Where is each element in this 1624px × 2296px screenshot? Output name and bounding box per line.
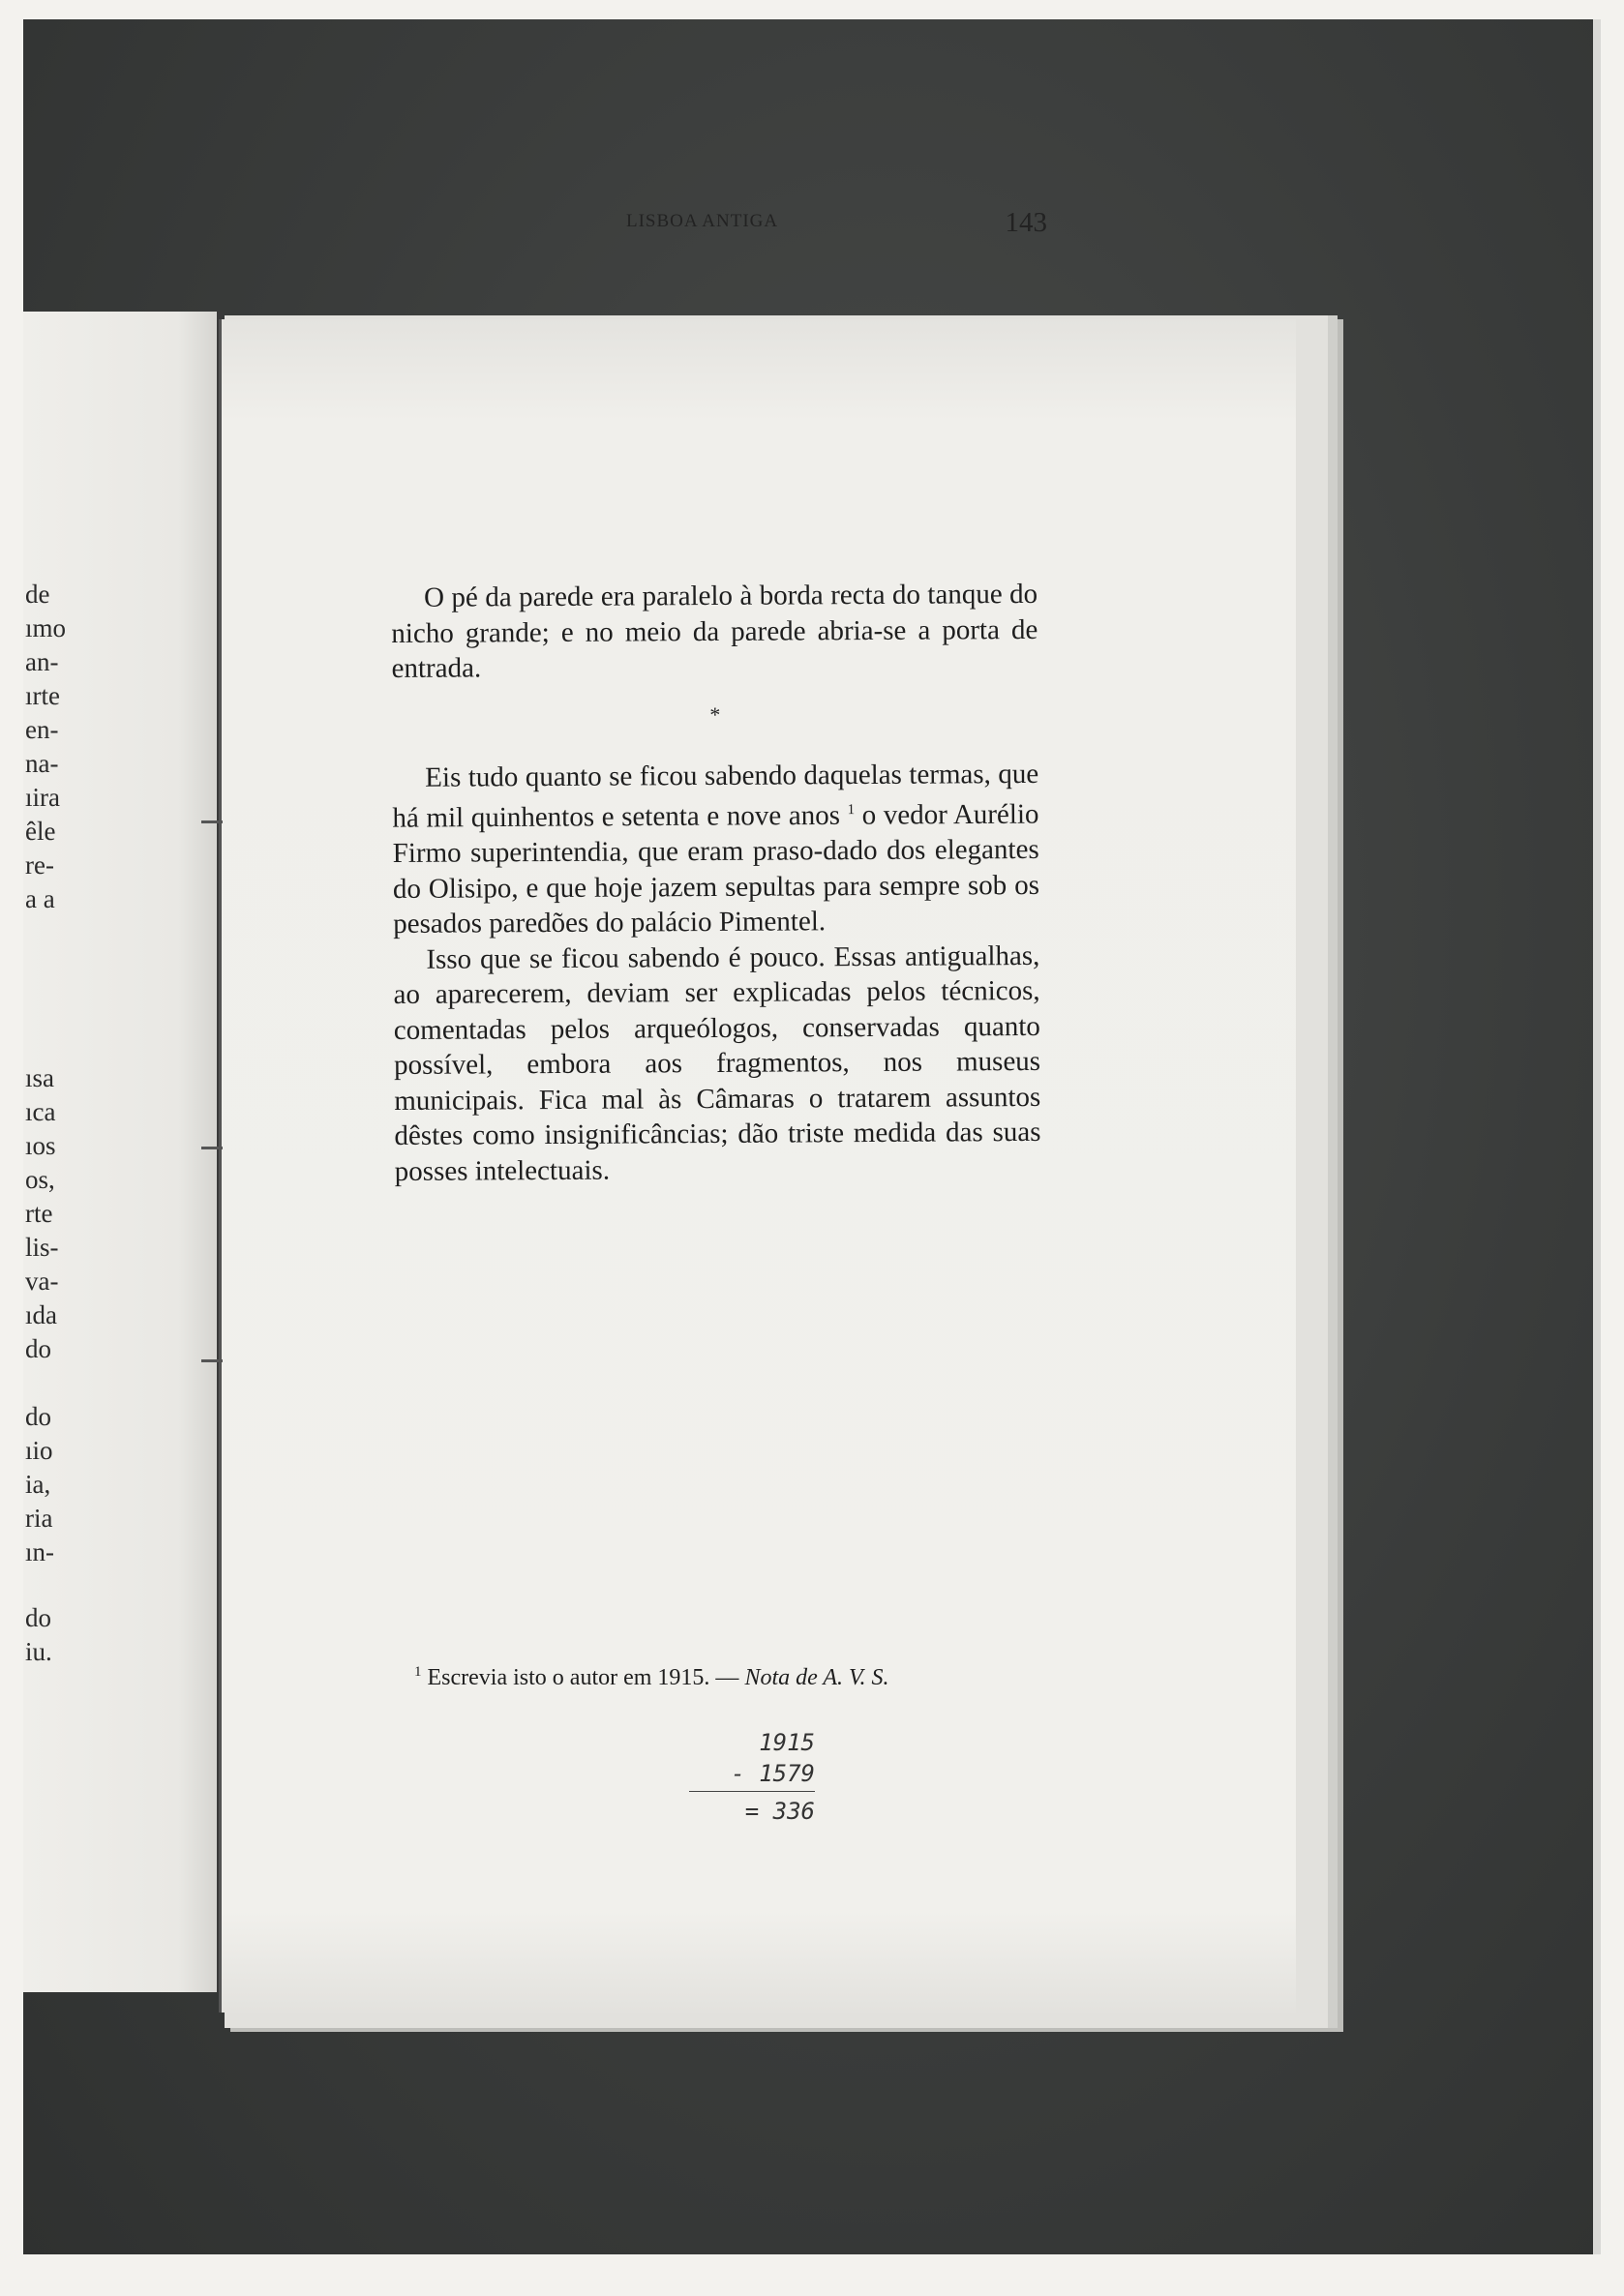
running-title: LISBOA ANTIGA [626, 211, 779, 231]
left-page-fragment: do [25, 1402, 51, 1431]
left-page-fragment: êle [25, 817, 56, 846]
left-page-fragment: ın- [25, 1537, 54, 1566]
left-page-fragment: en- [25, 715, 59, 744]
handwritten-line-1: 1915 [759, 1729, 815, 1756]
paragraph-2 [392, 756, 1039, 941]
left-page-fragment: de [25, 580, 50, 609]
handwritten-line-3: = 336 [744, 1798, 815, 1825]
running-head [408, 207, 1047, 240]
paragraph-1: O pé da parede era paralelo à borda recta do tanque do nicho grande; e no meio da parede abria-se a porta de entrada. [391, 578, 1038, 684]
handwritten-calculation [689, 1727, 815, 1827]
left-page-fragment: iu. [25, 1637, 52, 1666]
page-number: 143 [1005, 207, 1047, 238]
left-page-fragment: ıio [25, 1436, 53, 1465]
left-page-fragment: an- [25, 647, 59, 676]
paragraph-3: Isso que se ficou sabendo é pouco. Essas antigualhas, ao aparecerem, deviam ser explicadas pelos técnicos, comentadas pelos arqueólogos, conservadas quanto possível, embora aos fragmentos, nos museus municipais. Fica mal às Câmaras o tratarem assuntos dêstes como insignificâncias; dão triste medida das suas posses intelectuais. [393, 939, 1041, 1187]
spine-mark [201, 1147, 223, 1149]
left-page-fragment: ıira [25, 783, 60, 812]
section-separator: * [709, 701, 721, 727]
left-page-fragment: ıda [25, 1300, 57, 1329]
left-page-fragment: do [25, 1603, 51, 1632]
footnote-marker: 1 [414, 1664, 422, 1680]
left-page-fragment: na- [25, 749, 59, 778]
left-page-fragment: rte [25, 1199, 53, 1228]
left-page-fragment: ımo [25, 613, 67, 642]
body-text [391, 577, 1041, 1189]
handwritten-rule [689, 1791, 815, 1792]
left-page-fragment: va- [25, 1267, 59, 1296]
left-page-fragment: ia, [25, 1470, 51, 1499]
left-page [23, 312, 223, 1992]
left-page-fragment: ısa [25, 1063, 54, 1092]
left-page-fragment: a a [25, 884, 55, 913]
left-page-fragment: ıca [25, 1097, 56, 1126]
paragraph-2-text-b: o vedor Aurélio Firmo superintendia, que eram praso-dado dos elegantes do Olisipo, e que hoje jazem sepultas para sempre sob os pesados paredões do palácio Pimentel. [392, 798, 1040, 940]
left-page-fragment: do [25, 1334, 51, 1363]
footnote-text: Escrevia isto o autor em 1915. — [427, 1665, 739, 1690]
left-page-fragment: ria [25, 1504, 53, 1533]
handwritten-line-2: - 1579 [731, 1760, 815, 1787]
left-page-fragment: ırte [25, 681, 60, 710]
left-page-fragment: lis- [25, 1233, 59, 1262]
left-page-fragment: re- [25, 850, 54, 880]
footnote-note: Nota de A. V. S. [744, 1665, 889, 1690]
paragraph-2-text-a: Eis tudo quanto se ficou sabendo daquelas termas, que há mil quinhentos e setenta e nove anos [392, 758, 1039, 834]
spine-mark [201, 1359, 223, 1362]
footnote [414, 1664, 889, 1691]
spine-mark [201, 820, 223, 823]
left-page-fragment: os, [25, 1165, 55, 1194]
left-page-fragment: ıos [25, 1131, 56, 1160]
footnote-reference: 1 [847, 802, 856, 819]
